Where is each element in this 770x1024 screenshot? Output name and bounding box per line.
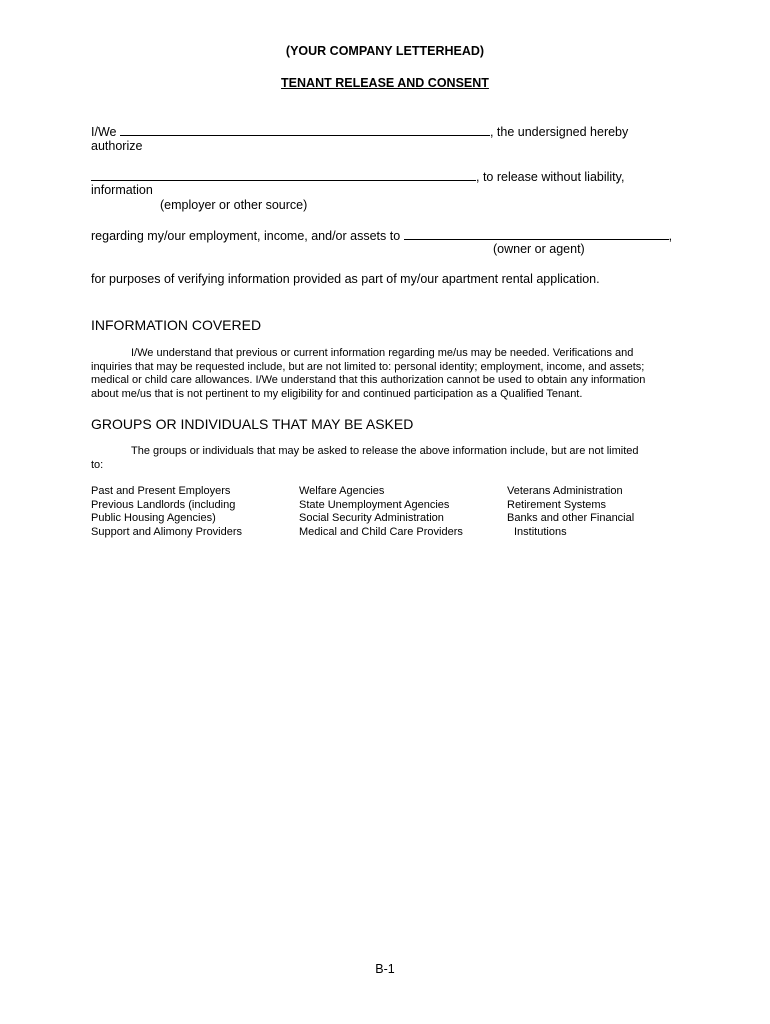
info-covered-paragraph	[91, 347, 681, 402]
regarding-comma: ,	[668, 229, 673, 243]
iwe-label: I/We	[91, 125, 117, 139]
release-line	[91, 169, 624, 184]
groups-column-2	[299, 485, 463, 540]
purpose-text: for purposes of verifying information provided as part of my/our apartment rental application.	[91, 272, 600, 286]
iwe-line	[91, 124, 628, 139]
letterhead-placeholder: (YOUR COMPANY LETTERHEAD)	[285, 44, 485, 58]
document-title: TENANT RELEASE AND CONSENT	[281, 76, 489, 90]
info-covered-heading: INFORMATION COVERED	[91, 317, 262, 333]
source-caption: (employer or other source)	[160, 198, 308, 212]
groups-intro	[91, 445, 681, 472]
groups-heading: GROUPS OR INDIVIDUALS THAT MAY BE ASKED	[91, 416, 414, 432]
list-item: Social Security Administration	[299, 512, 444, 525]
list-item: Support and Alimony Providers	[91, 526, 243, 539]
tenant-name-blank[interactable]	[120, 124, 490, 136]
groups-intro-line-2: to:	[91, 458, 104, 471]
owner-caption: (owner or agent)	[493, 242, 585, 256]
list-item: Previous Landlords (including	[91, 498, 236, 511]
regarding-line	[91, 228, 672, 243]
groups-column-1	[91, 485, 242, 540]
list-item: Medical and Child Care Providers	[299, 526, 463, 539]
list-item: Past and Present Employers	[91, 485, 231, 497]
authorize-text: authorize	[91, 139, 143, 153]
undersigned-text: , the undersigned hereby	[489, 125, 629, 139]
list-item: Banks and other Financial	[507, 512, 635, 525]
list-item: Institutions	[514, 526, 567, 539]
owner-blank[interactable]	[404, 228, 669, 240]
list-item: Retirement Systems	[507, 498, 607, 511]
regarding-text: regarding my/our employment, income, and/or assets to	[91, 229, 401, 243]
list-item: Veterans Administration	[507, 485, 623, 497]
information-text: information	[91, 183, 153, 197]
release-text: , to release without liability,	[476, 170, 625, 184]
info-line-1: I/We understand that previous or current information regarding me/us may be needed. Verifications and	[131, 347, 634, 359]
info-line-4: about me/us that is not pertinent to my eligibility for and continued participation as a Qualified Tenant.	[91, 388, 583, 401]
info-line-2: inquiries that may be requested include, but are not limited to: personal identity; employment, income, and assets;	[91, 360, 645, 373]
page-number: B-1	[375, 962, 395, 976]
list-item: Welfare Agencies	[299, 485, 385, 497]
list-item: State Unemployment Agencies	[299, 498, 450, 511]
list-item: Public Housing Agencies)	[91, 512, 216, 525]
source-blank[interactable]	[91, 169, 476, 181]
groups-intro-line-1: The groups or individuals that may be asked to release the above information include, but are not limited	[131, 445, 639, 457]
info-line-3: medical or child care allowances. I/We understand that this authorization cannot be used to obtain any information	[91, 374, 646, 387]
groups-column-3	[507, 485, 634, 540]
